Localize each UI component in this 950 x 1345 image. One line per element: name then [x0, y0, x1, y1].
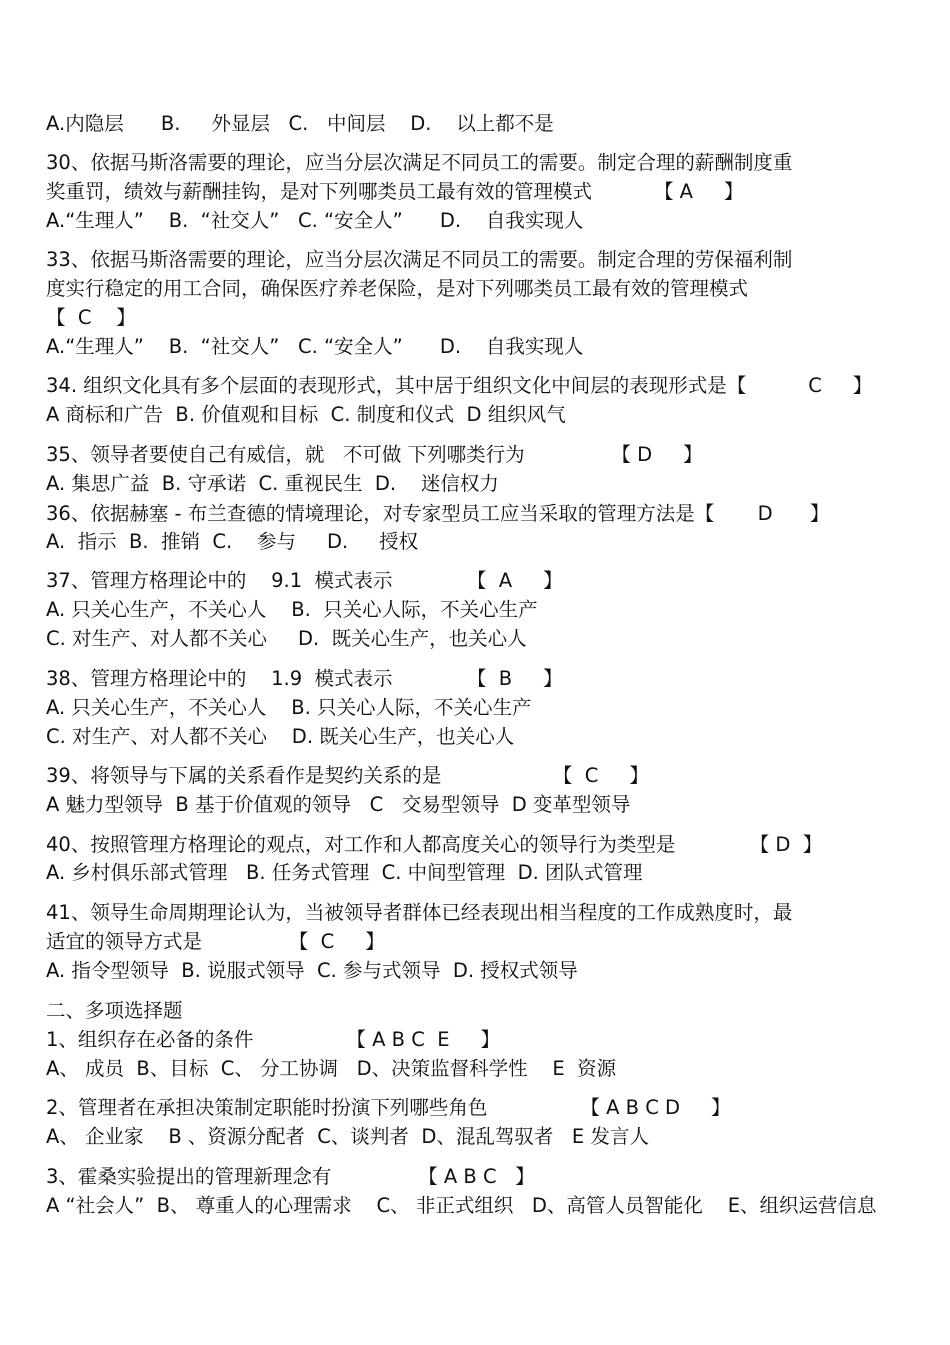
text-line: 33、依据马斯洛需要的理论，应当分层次满足不同员工的需要。制定合理的劳保福利制 — [46, 248, 793, 271]
text-line: 38、管理方格理论中的 1.9 模式表示 【 B 】 — [46, 667, 563, 690]
text-line: 【 C 】 — [46, 306, 136, 329]
text-line: 3、霍桑实验提出的管理新理念有 【 A B C 】 — [46, 1165, 535, 1188]
text-line: A.内隐层 B. 外显层 C. 中间层 D. 以上都不是 — [46, 112, 554, 135]
text-line: 1、组织存在必备的条件 【 A B C E 】 — [46, 1028, 501, 1051]
text-line: 适宜的领导方式是 【 C 】 — [46, 930, 385, 953]
text-line: 30、依据马斯洛需要的理论，应当分层次满足不同员工的需要。制定合理的薪酬制度重 — [46, 151, 793, 174]
text-line: A 魅力型领导 B 基于价值观的领导 C 交易型领导 D 变革型领导 — [46, 793, 631, 816]
text-line: A. 指令型领导 B. 说服式领导 C. 参与式领导 D. 授权式领导 — [46, 959, 578, 982]
text-line: 35、领导者要使自己有威信，就 不可做 下列哪类行为 【 D 】 — [46, 443, 703, 466]
text-line: 34. 组织文化具有多个层面的表现形式，其中居于组织文化中间层的表现形式是【 C 】 — [46, 374, 873, 397]
section-heading: 二、多项选择题 — [46, 999, 183, 1022]
text-line: 40、按照管理方格理论的观点，对工作和人都高度关心的领导行为类型是 【 D 】 — [46, 833, 823, 856]
text-line: A. 乡村俱乐部式管理 B. 任务式管理 C. 中间型管理 D. 团队式管理 — [46, 861, 643, 884]
text-line: C. 对生产、对人都不关心 D. 既关心生产，也关心人 — [46, 627, 527, 650]
text-line: 奖重罚，绩效与薪酬挂钩，是对下列哪类员工最有效的管理模式 【 A 】 — [46, 180, 744, 203]
text-line: 36、依据赫塞 - 布兰查德的情境理论，对专家型员工应当采取的管理方法是【 D 】 — [46, 502, 830, 525]
text-line: 41、领导生命周期理论认为，当被领导者群体已经表现出相当程度的工作成熟度时，最 — [46, 901, 793, 924]
text-line: 度实行稳定的用工合同，确保医疗养老保险，是对下列哪类员工最有效的管理模式 — [46, 277, 749, 300]
text-line: A. 只关心生产，不关心人 B. 只关心人际，不关心生产 — [46, 598, 538, 621]
text-line: A 商标和广告 B. 价值观和目标 C. 制度和仪式 D 组织风气 — [46, 403, 566, 426]
text-line: 39、将领导与下属的关系看作是契约关系的是 【 C 】 — [46, 764, 649, 787]
text-line: A. 只关心生产，不关心人 B. 只关心人际，不关心生产 — [46, 696, 532, 719]
text-line: 37、管理方格理论中的 9.1 模式表示 【 A 】 — [46, 569, 563, 592]
text-line: A、 企业家 B 、资源分配者 C、谈判者 D、混乱驾驭者 E 发言人 — [46, 1125, 649, 1148]
text-line: C. 对生产、对人都不关心 D. 既关心生产，也关心人 — [46, 725, 515, 748]
text-line: A.“生理人” B. “社交人” C. “安全人” D. 自我实现人 — [46, 209, 584, 232]
text-line: 2、管理者在承担决策制定职能时扮演下列哪些角色 【 A B C D 】 — [46, 1096, 731, 1119]
text-line: A、 成员 B、目标 C、 分工协调 D、决策监督科学性 E 资源 — [46, 1057, 617, 1080]
text-line: A. 指示 B. 推销 C. 参与 D. 授权 — [46, 530, 419, 553]
text-line: A “社会人” B、 尊重人的心理需求 C、 非正式组织 D、高管人员智能化 E、组织运营信息 — [46, 1194, 877, 1217]
text-line: A. 集思广益 B. 守承诺 C. 重视民生 D. 迷信权力 — [46, 472, 499, 495]
text-line: A.“生理人” B. “社交人” C. “安全人” D. 自我实现人 — [46, 335, 584, 358]
